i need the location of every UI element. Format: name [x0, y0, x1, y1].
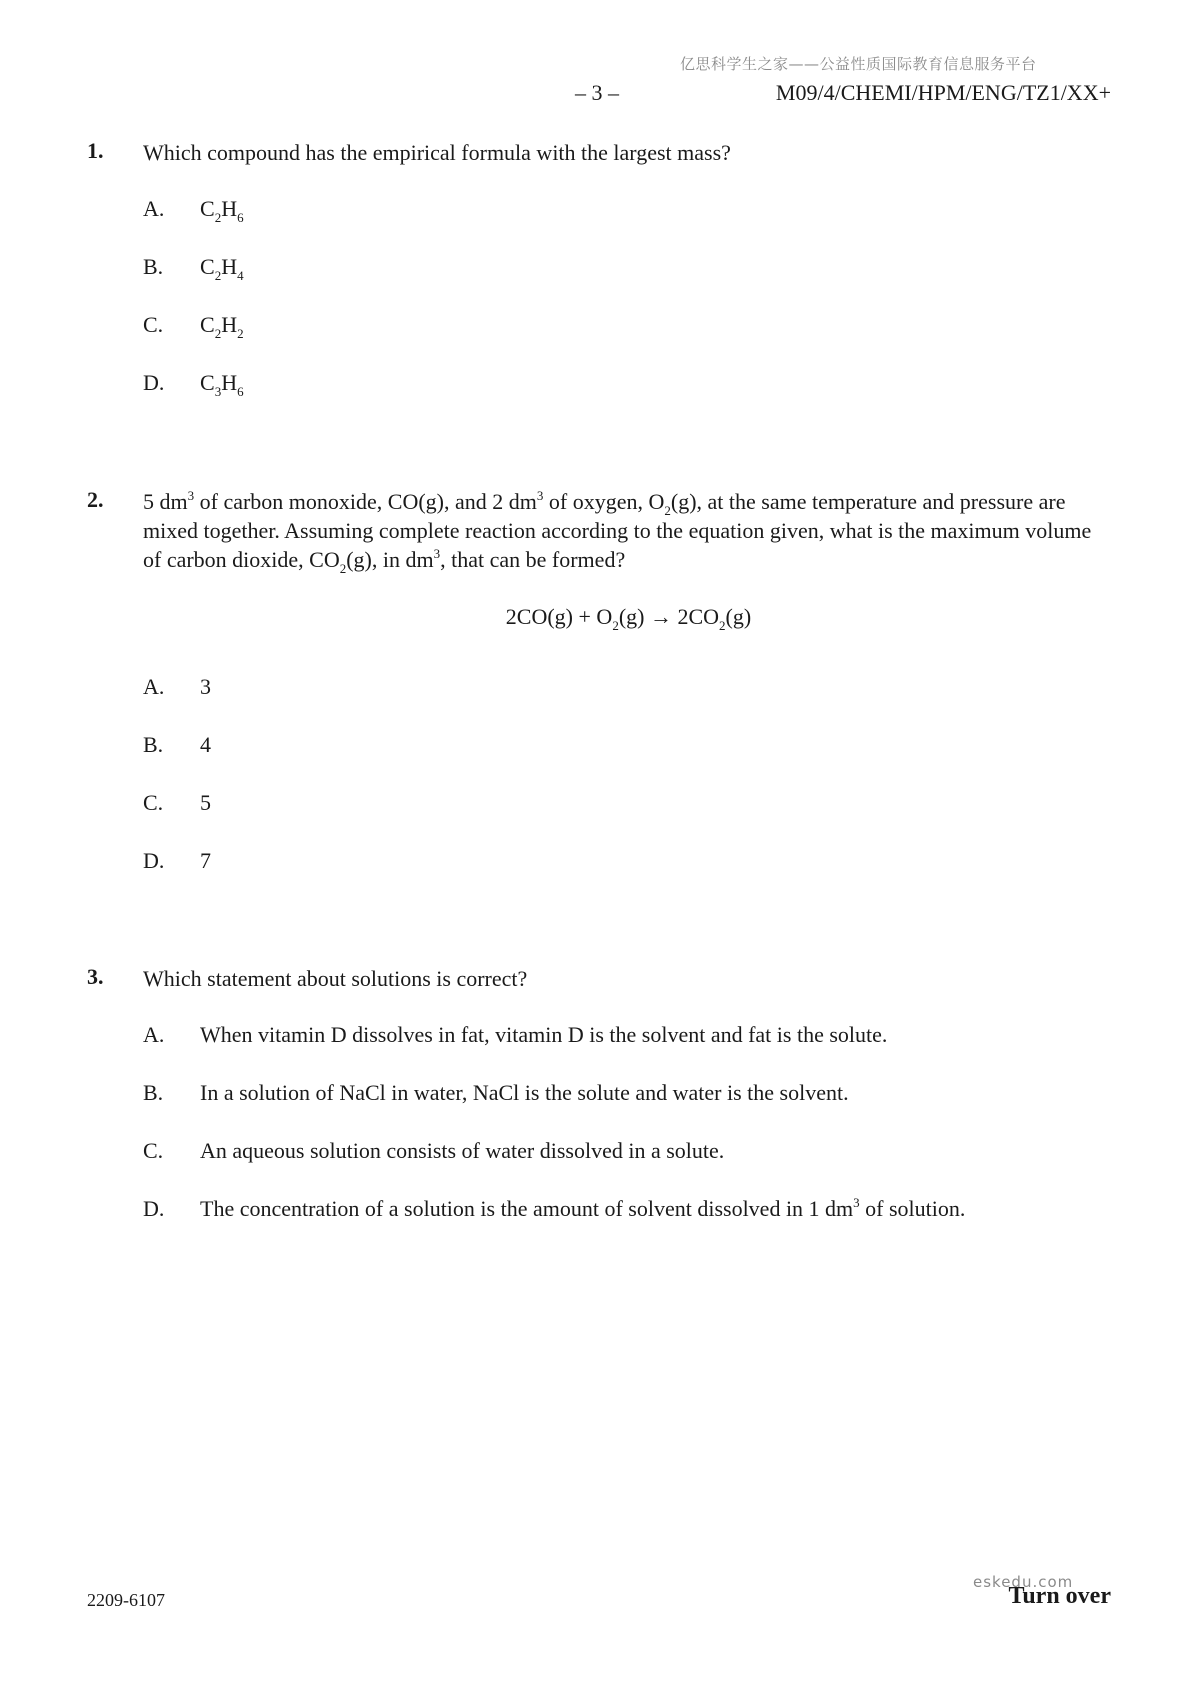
question-1-option-d-formula: $C_3H_6$ — [200, 370, 244, 399]
question-3-option-b-letter: B. — [143, 1080, 164, 1105]
question-3-option-a-text: When vitamin D dissolves in fat, vitamin D is the solvent and fat is the solute. — [200, 1022, 888, 1047]
question-1-option-b-letter: B. — [143, 254, 164, 279]
question-2-option-a-letter: A. — [143, 674, 165, 699]
question-3-number: 3. — [87, 964, 104, 989]
question-2-text: 5 $dm^3$ of carbon monoxide, CO(g), and 2 $dm^3$ of oxygen, $O_2(g)$, at the same temperature and pressure are mixed together. Assuming complete reaction according to the equation given, what is the maximum volume of carbon dioxide, $CO_2(g)$, in $dm^3$, that can be formed? — [143, 488, 1092, 576]
question-3-option-b-text: In a solution of NaCl in water, NaCl is the solute and water is the solvent. — [200, 1080, 849, 1105]
header-watermark: 亿思科学生之家——公益性质国际教育信息服务平台 — [680, 55, 1037, 73]
question-1-text: Which compound has the empirical formula with the largest mass? — [143, 140, 731, 165]
question-1-option-a-letter: A. — [143, 196, 165, 221]
question-3-option-a-letter: A. — [143, 1022, 165, 1047]
reaction-equation: $2CO(g) + O_2(g) \to 2CO_2(g)$ — [505, 604, 752, 633]
question-1-option-c-formula: $C_2H_2$ — [200, 312, 244, 341]
question-1-option-c-letter: C. — [143, 312, 164, 337]
question-1-number: 1. — [87, 138, 104, 163]
footer-code: 2209-6107 — [87, 1590, 165, 1610]
question-2-option-a-text: 3 — [200, 674, 211, 699]
question-2-option-b-letter: B. — [143, 732, 164, 757]
question-2-number: 2. — [87, 487, 104, 512]
question-2-option-b-text: 4 — [200, 732, 211, 757]
question-2-option-d-letter: D. — [143, 848, 165, 873]
question-2-option-c-text: 5 — [200, 790, 211, 815]
question-1-option-d-letter: D. — [143, 370, 165, 395]
footer-watermark: eskedu.com — [973, 1573, 1074, 1591]
question-3-option-d-text: The concentration of a solution is the amount of solvent dissolved in 1 $dm^3$ of solution. — [200, 1195, 966, 1221]
question-2-option-d-text: 7 — [200, 848, 211, 873]
question-3-option-d-letter: D. — [143, 1196, 165, 1221]
question-3-option-c-letter: C. — [143, 1138, 164, 1163]
page-number: – 3 – — [575, 80, 619, 105]
question-1-option-a-formula: $C_2H_6$ — [200, 196, 244, 225]
turn-over-label: Turn over — [1008, 1583, 1111, 1609]
paper-code: M09/4/CHEMI/HPM/ENG/TZ1/XX+ — [775, 80, 1111, 105]
question-2-option-c-letter: C. — [143, 790, 164, 815]
question-1-option-b-formula: $C_2H_4$ — [200, 254, 244, 283]
question-3-text: Which statement about solutions is correct? — [143, 966, 528, 991]
question-3-option-c-text: An aqueous solution consists of water dissolved in a solute. — [200, 1138, 725, 1163]
